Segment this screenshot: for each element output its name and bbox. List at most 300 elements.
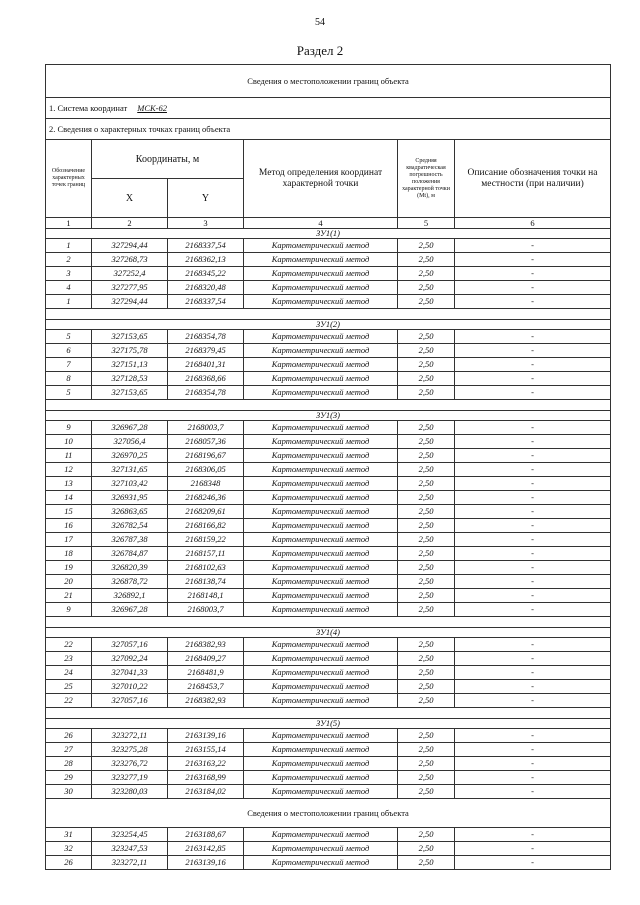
- method: Картометрический метод: [244, 856, 398, 870]
- coord-x: 326967,28: [92, 421, 168, 435]
- point-id: 4: [46, 281, 92, 295]
- description: -: [455, 828, 611, 842]
- accuracy: 2,50: [398, 666, 455, 680]
- method: Картометрический метод: [244, 828, 398, 842]
- group-name: ЗУ1(5): [46, 719, 611, 729]
- coord-system-row: [46, 98, 611, 119]
- coord-y: 2168157,11: [168, 547, 244, 561]
- coord-x: 326863,65: [92, 505, 168, 519]
- coord-y: 2168337,54: [168, 239, 244, 253]
- accuracy: 2,50: [398, 267, 455, 281]
- point-id: 6: [46, 344, 92, 358]
- accuracy: 2,50: [398, 828, 455, 842]
- description: -: [455, 449, 611, 463]
- description: -: [455, 757, 611, 771]
- method: Картометрический метод: [244, 785, 398, 799]
- coord-x: 327041,33: [92, 666, 168, 680]
- table-row: [46, 267, 611, 281]
- description: -: [455, 547, 611, 561]
- column-number: 5: [398, 218, 455, 229]
- table-row: [46, 652, 611, 666]
- coord-x: 327175,78: [92, 344, 168, 358]
- accuracy: 2,50: [398, 239, 455, 253]
- coord-x: 327092,24: [92, 652, 168, 666]
- point-id: 29: [46, 771, 92, 785]
- coord-x: 326782,54: [92, 519, 168, 533]
- coord-y: 2168348: [168, 477, 244, 491]
- header-designation: Обозначение характерных точек границ: [46, 140, 92, 218]
- coord-y: 2168354,78: [168, 330, 244, 344]
- method: Картометрический метод: [244, 239, 398, 253]
- page-number: 54: [315, 17, 325, 28]
- coord-y: 2168003,7: [168, 603, 244, 617]
- table-row: [46, 239, 611, 253]
- coord-y: 2163142,85: [168, 842, 244, 856]
- header-accuracy: Средняя квадратическая погрешность положения характерной точки (Mt), м: [398, 140, 455, 218]
- group-separator: [46, 617, 611, 628]
- coord-y: 2168003,7: [168, 421, 244, 435]
- description: -: [455, 330, 611, 344]
- accuracy: 2,50: [398, 785, 455, 799]
- accuracy: 2,50: [398, 330, 455, 344]
- description: -: [455, 652, 611, 666]
- description: -: [455, 239, 611, 253]
- accuracy: 2,50: [398, 603, 455, 617]
- coord-y: 2163155,14: [168, 743, 244, 757]
- header-method: Метод определения координат характерной точки: [244, 140, 398, 218]
- coord-x: 327252,4: [92, 267, 168, 281]
- method: Картометрический метод: [244, 330, 398, 344]
- description: -: [455, 589, 611, 603]
- coord-y: 2163188,67: [168, 828, 244, 842]
- point-id: 9: [46, 421, 92, 435]
- accuracy: 2,50: [398, 281, 455, 295]
- point-id: 31: [46, 828, 92, 842]
- coord-x: 327057,16: [92, 638, 168, 652]
- coord-x: 327103,42: [92, 477, 168, 491]
- accuracy: 2,50: [398, 533, 455, 547]
- description: -: [455, 729, 611, 743]
- coord-x: 327128,53: [92, 372, 168, 386]
- coord-y: 2168481,9: [168, 666, 244, 680]
- table-row: [46, 421, 611, 435]
- coord-x: 327294,44: [92, 239, 168, 253]
- description: -: [455, 603, 611, 617]
- description: -: [455, 253, 611, 267]
- coord-x: 327153,65: [92, 386, 168, 400]
- description: -: [455, 680, 611, 694]
- point-id: 11: [46, 449, 92, 463]
- coord-x: 327277,95: [92, 281, 168, 295]
- table-row: [46, 463, 611, 477]
- coord-y: 2168379,45: [168, 344, 244, 358]
- separator-cell: [46, 617, 611, 628]
- accuracy: 2,50: [398, 372, 455, 386]
- coord-x: 326820,39: [92, 561, 168, 575]
- accuracy: 2,50: [398, 253, 455, 267]
- description: -: [455, 358, 611, 372]
- method: Картометрический метод: [244, 842, 398, 856]
- table-row: [46, 449, 611, 463]
- group-header: [46, 628, 611, 638]
- method: Картометрический метод: [244, 421, 398, 435]
- separator-cell: [46, 309, 611, 320]
- accuracy: 2,50: [398, 575, 455, 589]
- point-id: 26: [46, 729, 92, 743]
- accuracy: 2,50: [398, 435, 455, 449]
- method: Картометрический метод: [244, 561, 398, 575]
- coord-y: 2168148,1: [168, 589, 244, 603]
- table-row: [46, 575, 611, 589]
- method: Картометрический метод: [244, 729, 398, 743]
- method: Картометрический метод: [244, 652, 398, 666]
- table-row: [46, 561, 611, 575]
- description: -: [455, 785, 611, 799]
- point-id: 30: [46, 785, 92, 799]
- description: -: [455, 575, 611, 589]
- coord-x: 327057,16: [92, 694, 168, 708]
- accuracy: 2,50: [398, 638, 455, 652]
- column-number: 2: [92, 218, 168, 229]
- table-row: [46, 358, 611, 372]
- method: Картометрический метод: [244, 491, 398, 505]
- coord-x: 323277,19: [92, 771, 168, 785]
- header-coords: Координаты, м: [92, 140, 244, 179]
- group-separator: [46, 400, 611, 411]
- method: Картометрический метод: [244, 463, 398, 477]
- coord-y: 2168209,61: [168, 505, 244, 519]
- table-row: [46, 519, 611, 533]
- point-id: 2: [46, 253, 92, 267]
- table-title: Сведения о местоположении границ объекта: [46, 65, 611, 98]
- point-id: 21: [46, 589, 92, 603]
- description: -: [455, 477, 611, 491]
- point-id: 27: [46, 743, 92, 757]
- table-row: [46, 856, 611, 870]
- point-id: 20: [46, 575, 92, 589]
- coord-x: 326787,38: [92, 533, 168, 547]
- coord-x: 327131,65: [92, 463, 168, 477]
- coord-y: 2168246,36: [168, 491, 244, 505]
- accuracy: 2,50: [398, 295, 455, 309]
- coord-y: 2168453,7: [168, 680, 244, 694]
- coord-system-value: МСК-62: [137, 102, 167, 113]
- coord-y: 2168159,22: [168, 533, 244, 547]
- coord-x: 327151,13: [92, 358, 168, 372]
- point-id: 16: [46, 519, 92, 533]
- method: Картометрический метод: [244, 589, 398, 603]
- accuracy: 2,50: [398, 449, 455, 463]
- description: -: [455, 435, 611, 449]
- coord-x: 327294,44: [92, 295, 168, 309]
- accuracy: 2,50: [398, 842, 455, 856]
- accuracy: 2,50: [398, 743, 455, 757]
- point-id: 32: [46, 842, 92, 856]
- point-id: 5: [46, 386, 92, 400]
- group-separator: [46, 309, 611, 320]
- column-number: 6: [455, 218, 611, 229]
- method: Картометрический метод: [244, 372, 398, 386]
- table-row: [46, 680, 611, 694]
- coord-y: 2168320,48: [168, 281, 244, 295]
- point-id: 7: [46, 358, 92, 372]
- point-id: 23: [46, 652, 92, 666]
- coord-x: 323272,11: [92, 729, 168, 743]
- table-row: [46, 477, 611, 491]
- description: -: [455, 561, 611, 575]
- points-title: 2. Сведения о характерных точках границ объекта: [46, 119, 611, 140]
- point-id: 1: [46, 239, 92, 253]
- description: -: [455, 856, 611, 870]
- method: Картометрический метод: [244, 694, 398, 708]
- header-description: Описание обозначения точки на местности (при наличии): [455, 140, 611, 218]
- group-name: ЗУ1(1): [46, 229, 611, 239]
- coord-y: 2163184,02: [168, 785, 244, 799]
- point-id: 22: [46, 638, 92, 652]
- table-row: [46, 603, 611, 617]
- table-row: [46, 729, 611, 743]
- group-name: ЗУ1(3): [46, 411, 611, 421]
- group-header: [46, 320, 611, 330]
- coord-x: 326970,25: [92, 449, 168, 463]
- coord-x: 323275,28: [92, 743, 168, 757]
- table-row: [46, 785, 611, 799]
- accuracy: 2,50: [398, 386, 455, 400]
- accuracy: 2,50: [398, 505, 455, 519]
- coord-y: 2168337,54: [168, 295, 244, 309]
- coord-y: 2168102,63: [168, 561, 244, 575]
- description: -: [455, 694, 611, 708]
- method: Картометрический метод: [244, 477, 398, 491]
- description: -: [455, 519, 611, 533]
- point-id: 1: [46, 295, 92, 309]
- table-row: [46, 547, 611, 561]
- accuracy: 2,50: [398, 491, 455, 505]
- second-table-title: Сведения о местоположении границ объекта: [46, 799, 611, 828]
- coord-y: 2163139,16: [168, 856, 244, 870]
- method: Картометрический метод: [244, 267, 398, 281]
- description: -: [455, 842, 611, 856]
- coord-y: 2168166,82: [168, 519, 244, 533]
- method: Картометрический метод: [244, 771, 398, 785]
- accuracy: 2,50: [398, 547, 455, 561]
- coord-y: 2163163,22: [168, 757, 244, 771]
- point-id: 5: [46, 330, 92, 344]
- table-row: [46, 771, 611, 785]
- coord-x: 326967,28: [92, 603, 168, 617]
- point-id: 13: [46, 477, 92, 491]
- point-id: 25: [46, 680, 92, 694]
- coord-y: 2168196,67: [168, 449, 244, 463]
- group-separator: [46, 708, 611, 719]
- table-row: [46, 533, 611, 547]
- coord-x: 326878,72: [92, 575, 168, 589]
- point-id: 19: [46, 561, 92, 575]
- coord-y: 2163139,16: [168, 729, 244, 743]
- description: -: [455, 421, 611, 435]
- coord-x: 327268,73: [92, 253, 168, 267]
- method: Картометрический метод: [244, 603, 398, 617]
- table-row: [46, 386, 611, 400]
- method: Картометрический метод: [244, 533, 398, 547]
- column-number: 1: [46, 218, 92, 229]
- accuracy: 2,50: [398, 729, 455, 743]
- point-id: 9: [46, 603, 92, 617]
- accuracy: 2,50: [398, 856, 455, 870]
- method: Картометрический метод: [244, 435, 398, 449]
- accuracy: 2,50: [398, 519, 455, 533]
- accuracy: 2,50: [398, 652, 455, 666]
- point-id: 17: [46, 533, 92, 547]
- coord-y: 2168362,13: [168, 253, 244, 267]
- description: -: [455, 372, 611, 386]
- description: -: [455, 281, 611, 295]
- method: Картометрический метод: [244, 575, 398, 589]
- coord-x: 326892,1: [92, 589, 168, 603]
- accuracy: 2,50: [398, 771, 455, 785]
- description: -: [455, 386, 611, 400]
- point-id: 24: [46, 666, 92, 680]
- table-row: [46, 589, 611, 603]
- description: -: [455, 463, 611, 477]
- table-row: [46, 638, 611, 652]
- description: -: [455, 491, 611, 505]
- point-id: 15: [46, 505, 92, 519]
- group-header: [46, 719, 611, 729]
- point-id: 12: [46, 463, 92, 477]
- group-name: ЗУ1(2): [46, 320, 611, 330]
- accuracy: 2,50: [398, 589, 455, 603]
- accuracy: 2,50: [398, 757, 455, 771]
- description: -: [455, 666, 611, 680]
- method: Картометрический метод: [244, 505, 398, 519]
- description: -: [455, 638, 611, 652]
- group-header: [46, 411, 611, 421]
- method: Картометрический метод: [244, 757, 398, 771]
- coord-y: 2168138,74: [168, 575, 244, 589]
- separator-cell: [46, 400, 611, 411]
- second-title-row: [46, 799, 611, 828]
- coord-y: 2168409,27: [168, 652, 244, 666]
- coord-y: 2168354,78: [168, 386, 244, 400]
- description: -: [455, 344, 611, 358]
- coord-x: 323254,45: [92, 828, 168, 842]
- table-row: [46, 281, 611, 295]
- point-id: 10: [46, 435, 92, 449]
- point-id: 3: [46, 267, 92, 281]
- point-id: 28: [46, 757, 92, 771]
- description: -: [455, 267, 611, 281]
- group-name: ЗУ1(4): [46, 628, 611, 638]
- description: -: [455, 743, 611, 757]
- table-row: [46, 828, 611, 842]
- coord-y: 2168345,22: [168, 267, 244, 281]
- coord-x: 323247,53: [92, 842, 168, 856]
- table-row: [46, 842, 611, 856]
- method: Картометрический метод: [244, 295, 398, 309]
- coord-y: 2168306,05: [168, 463, 244, 477]
- method: Картометрический метод: [244, 386, 398, 400]
- method: Картометрический метод: [244, 281, 398, 295]
- table-row: [46, 491, 611, 505]
- table-row: [46, 295, 611, 309]
- table-row: [46, 743, 611, 757]
- point-id: 8: [46, 372, 92, 386]
- table-row: [46, 757, 611, 771]
- table-row: [46, 435, 611, 449]
- coord-y: 2168368,66: [168, 372, 244, 386]
- method: Картометрический метод: [244, 253, 398, 267]
- coord-y: 2168382,93: [168, 638, 244, 652]
- accuracy: 2,50: [398, 421, 455, 435]
- method: Картометрический метод: [244, 358, 398, 372]
- coord-x: 327056,4: [92, 435, 168, 449]
- method: Картометрический метод: [244, 547, 398, 561]
- description: -: [455, 771, 611, 785]
- method: Картометрический метод: [244, 743, 398, 757]
- coord-y: 2163168,99: [168, 771, 244, 785]
- table-row: [46, 253, 611, 267]
- method: Картометрический метод: [244, 638, 398, 652]
- coord-y: 2168401,31: [168, 358, 244, 372]
- accuracy: 2,50: [398, 344, 455, 358]
- table-row: [46, 330, 611, 344]
- accuracy: 2,50: [398, 694, 455, 708]
- table-row: [46, 372, 611, 386]
- header-x: X: [92, 179, 168, 218]
- accuracy: 2,50: [398, 358, 455, 372]
- coord-x: 323272,11: [92, 856, 168, 870]
- accuracy: 2,50: [398, 463, 455, 477]
- coord-x: 327010,22: [92, 680, 168, 694]
- point-id: 22: [46, 694, 92, 708]
- table-row: [46, 505, 611, 519]
- coord-system-label: 1. Система координат: [49, 102, 128, 113]
- table-row: [46, 344, 611, 358]
- table-row: [46, 666, 611, 680]
- accuracy: 2,50: [398, 477, 455, 491]
- method: Картометрический метод: [244, 666, 398, 680]
- method: Картометрический метод: [244, 344, 398, 358]
- point-id: 14: [46, 491, 92, 505]
- method: Картометрический метод: [244, 449, 398, 463]
- description: -: [455, 533, 611, 547]
- header-y: Y: [168, 179, 244, 218]
- description: -: [455, 505, 611, 519]
- coord-y: 2168057,36: [168, 435, 244, 449]
- section-title: Раздел 2: [296, 43, 344, 58]
- column-number: 3: [168, 218, 244, 229]
- coord-y: 2168382,93: [168, 694, 244, 708]
- coord-x: 323280,03: [92, 785, 168, 799]
- accuracy: 2,50: [398, 561, 455, 575]
- point-id: 26: [46, 856, 92, 870]
- method: Картометрический метод: [244, 519, 398, 533]
- method: Картометрический метод: [244, 680, 398, 694]
- description: -: [455, 295, 611, 309]
- point-id: 18: [46, 547, 92, 561]
- coord-x: 327153,65: [92, 330, 168, 344]
- group-header: [46, 229, 611, 239]
- column-number: 4: [244, 218, 398, 229]
- coord-x: 326784,87: [92, 547, 168, 561]
- separator-cell: [46, 708, 611, 719]
- coord-x: 326931,95: [92, 491, 168, 505]
- accuracy: 2,50: [398, 680, 455, 694]
- boundary-table: [45, 64, 611, 870]
- coord-x: 323276,72: [92, 757, 168, 771]
- table-row: [46, 694, 611, 708]
